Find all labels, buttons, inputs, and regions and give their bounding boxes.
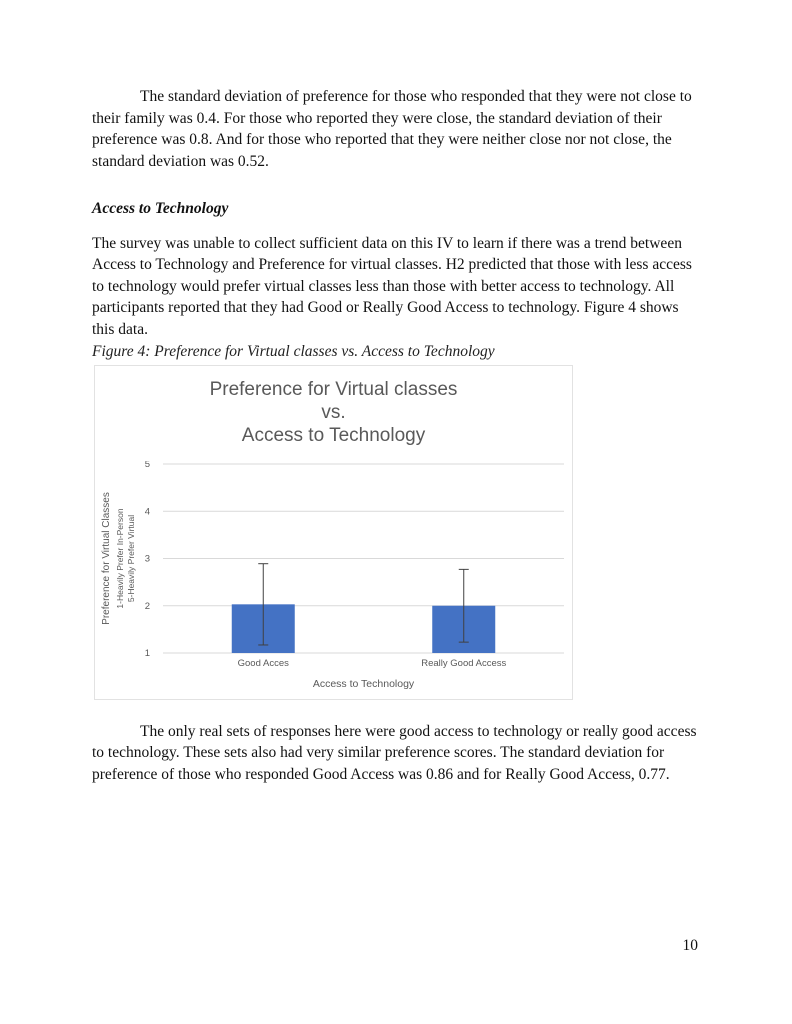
chart-title-line-2: vs. — [321, 401, 346, 423]
page-number: 10 — [682, 937, 698, 954]
y-tick-label: 2 — [144, 600, 150, 612]
paragraph-std-deviation: The standard deviation of preference for those who responded that they were not close to their family was 0.4. For those who reported they were close, the standard deviation of their preference was 0.8. And for those who reported that they were neither close nor not close, the standard deviation was 0.52. — [92, 88, 692, 170]
chart-plot-area — [95, 461, 574, 701]
figure-caption: Figure 4: Preference for Virtual classes vs. Access to Technology — [92, 343, 495, 360]
x-category-label: Good Acces — [237, 657, 289, 669]
y-axis-subtitle-1: 1-Heavily Prefer In-Person — [115, 507, 125, 609]
paragraph-survey-iv: The survey was unable to collect sufficient data on this IV to learn if there was a trend between Access to Technology and Preference for virtual classes. H2 predicted that those with less access to technology would prefer virtual classes less than those with better access to technology. All participants reported that they had Good or Really Good Access to technology. Figure 4 shows this data. — [92, 234, 692, 338]
y-axis-title: Preference for Virtual Classes — [101, 491, 112, 625]
y-tick-label: 1 — [144, 647, 150, 659]
section-heading-access-to-technology: Access to Technology — [92, 200, 229, 217]
y-tick-label: 4 — [144, 505, 150, 517]
chart-title-line-1: Preference for Virtual classes — [209, 378, 458, 400]
figure-4-bar-chart — [94, 365, 573, 700]
y-tick-label: 5 — [144, 460, 150, 470]
chart-title — [95, 378, 572, 447]
chart-title-line-3: Access to Technology — [241, 424, 426, 446]
x-category-label: Really Good Access — [421, 657, 507, 669]
y-axis-subtitle-2: 5-Heavily Prefer Virtual — [126, 514, 136, 602]
x-axis-title: Access to Technology — [312, 677, 415, 690]
y-tick-label: 3 — [144, 553, 150, 564]
paragraph-conclusion: The only real sets of responses here were good access to technology or really good access to technology. These sets also had very similar preference scores. The standard deviation for preference of those who responded Good Access was 0.86 and for Really Good Access, 0.77. — [92, 722, 697, 783]
